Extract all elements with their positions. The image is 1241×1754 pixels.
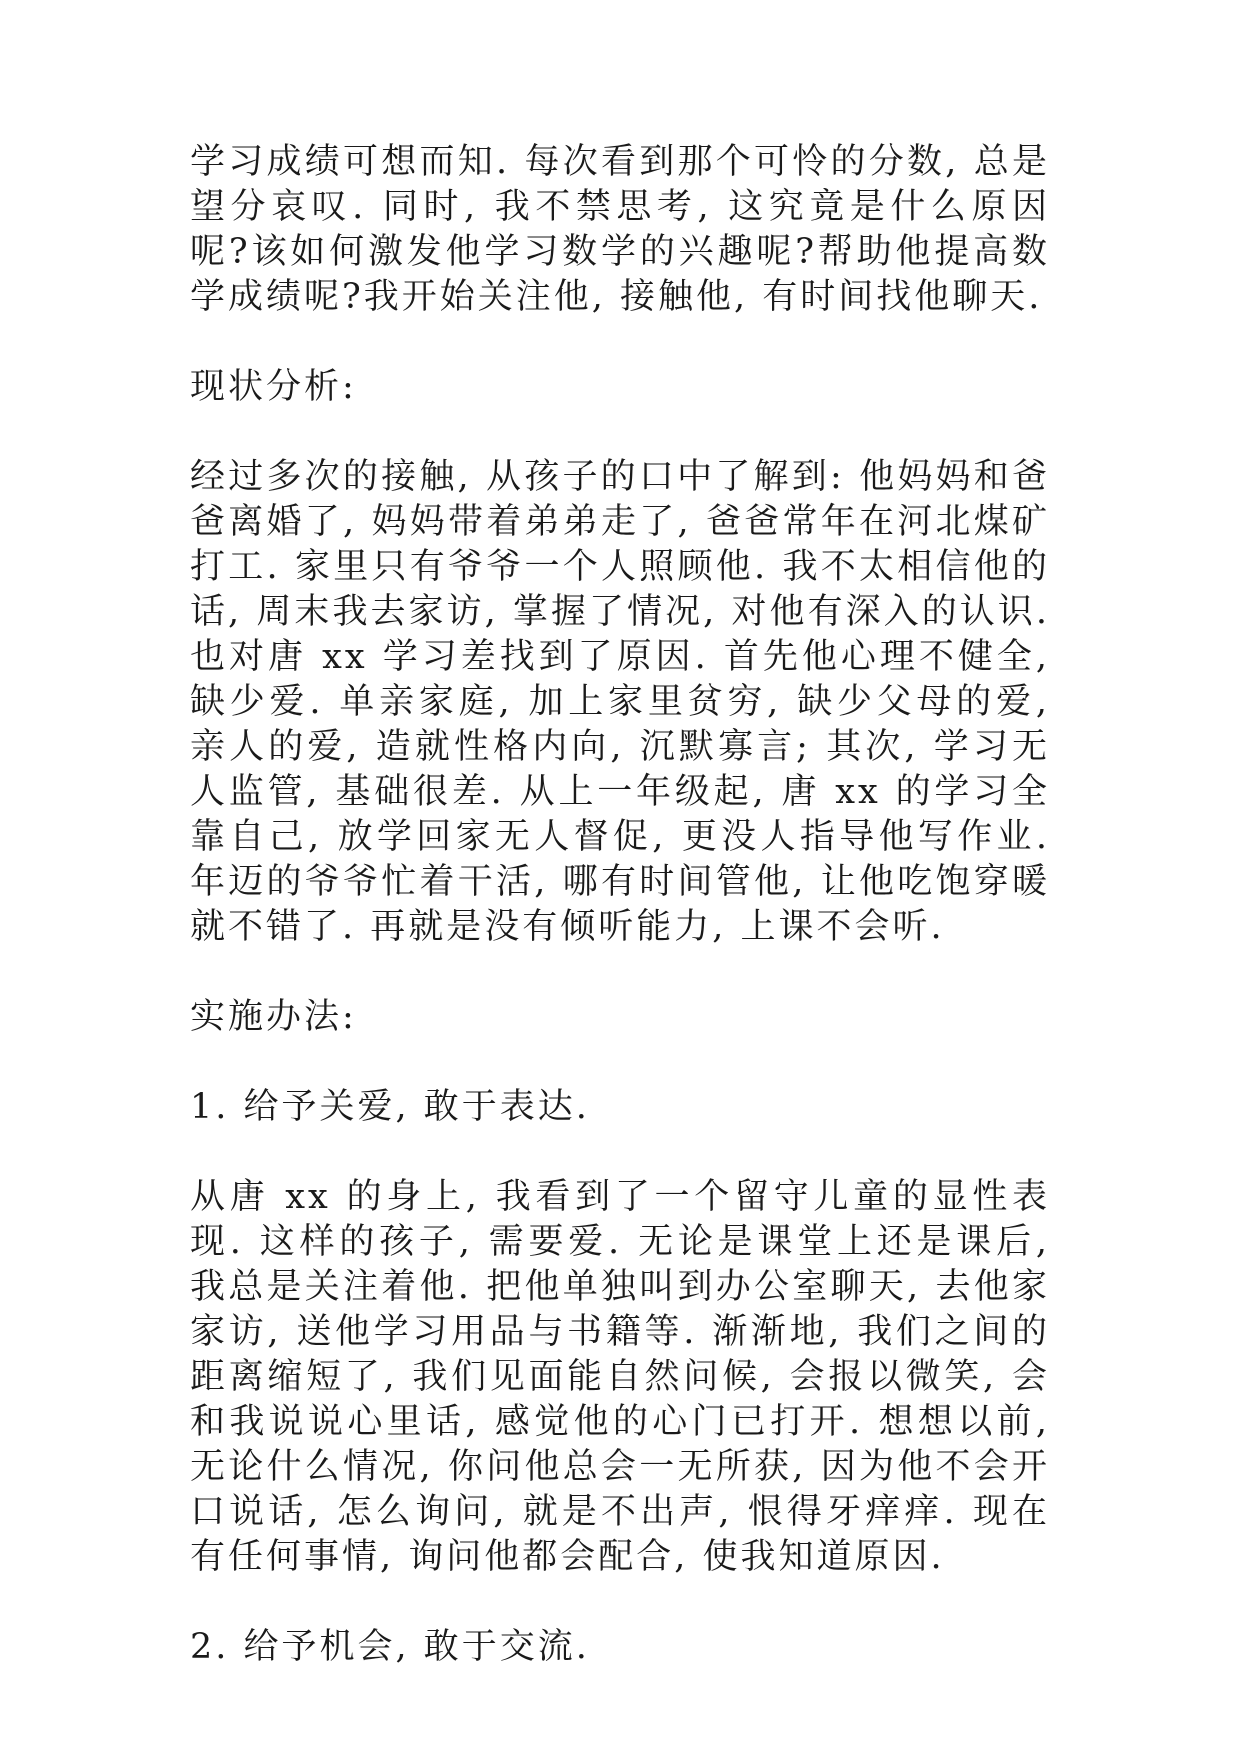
- heading-implementation: 实施办法:: [190, 997, 357, 1037]
- heading-status-analysis: 现状分析:: [190, 367, 357, 407]
- heading-step-1: 1. 给予关爱, 敢于表达.: [190, 1087, 590, 1127]
- paragraph-step-1: 从唐 xx 的身上, 我看到了一个留守儿童的显性表现. 这样的孩子, 需要爱. 无论是课堂上还是课后, 我总是关注着他. 把他单独叫到办公室聊天, 去他家家访, 送他学习用品与书籍等. 渐渐地, 我们之间的距离缩短了, 我们见面能自然问候, 会报以微笑, 会和我说说心里话, 感觉他的心门已打开. 想想以前, 无论什么情况, 你问他总会一无所获, 因为他不会开口说话, 怎么询问, 就是不出声, 恨得牙痒痒. 现在有任何事情, 询问他都会配合, 使我知道原因.: [190, 1177, 1050, 1577]
- document-page: [190, 140, 1050, 1670]
- paragraph-intro: 学习成绩可想而知. 每次看到那个可怜的分数, 总是望分哀叹. 同时, 我不禁思考, 这究竟是什么原因呢?该如何激发他学习数学的兴趣呢?帮助他提高数学成绩呢?我开始关注他, 接触他, 有时间找他聊天.: [190, 142, 1050, 317]
- heading-step-2: 2. 给予机会, 敢于交流.: [190, 1627, 590, 1667]
- paragraph-status-analysis: 经过多次的接触, 从孩子的口中了解到: 他妈妈和爸爸离婚了, 妈妈带着弟弟走了, 爸爸常年在河北煤矿打工. 家里只有爷爷一个人照顾他. 我不太相信他的话, 周末我去家访, 掌握了情况, 对他有深入的认识. 也对唐 xx 学习差找到了原因. 首先他心理不健全, 缺少爱. 单亲家庭, 加上家里贫穷, 缺少父母的爱, 亲人的爱, 造就性格内向, 沉默寡言; 其次, 学习无人监管, 基础很差. 从上一年级起, 唐 xx 的学习全靠自己, 放学回家无人督促, 更没人指导他写作业. 年迈的爷爷忙着干活, 哪有时间管他, 让他吃饱穿暖就不错了. 再就是没有倾听能力, 上课不会听.: [190, 457, 1050, 947]
